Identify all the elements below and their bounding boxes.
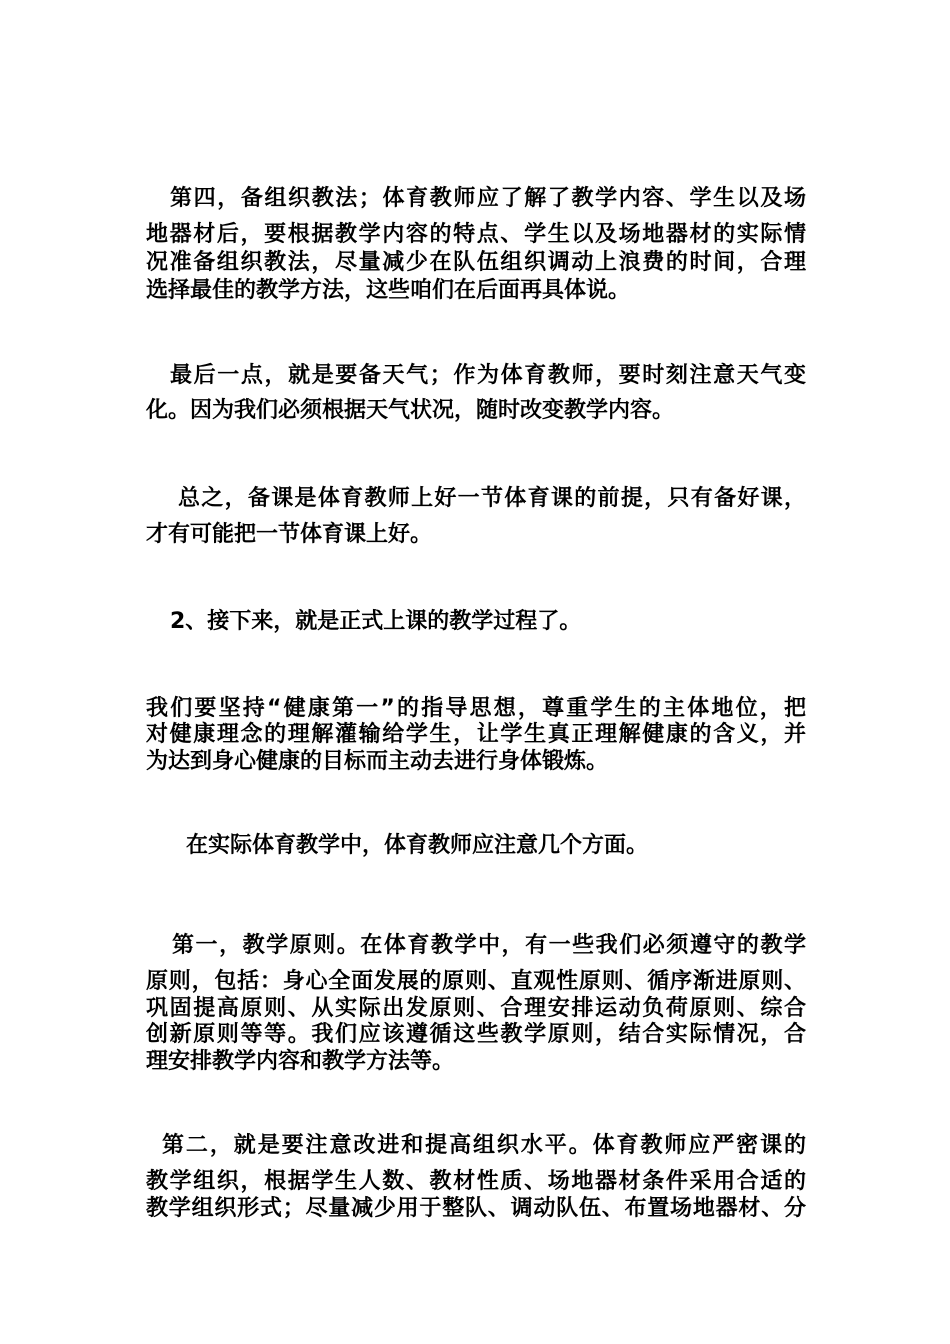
paragraph-5-line-3: 为达到身心健康的目标而主动去进行身体锻炼。 <box>146 749 609 774</box>
paragraph-1-line-4: 选择最佳的教学方法，这些咱们在后面再具体说。 <box>146 278 631 303</box>
paragraph-7-line-3: 巩固提高原则、从实际出发原则、合理安排运动负荷原则、综合 <box>146 996 806 1021</box>
paragraph-7-line-5: 理安排教学内容和教学方法等。 <box>146 1049 455 1074</box>
paragraph-5-line-1: 我们要坚持“健康第一”的指导思想，尊重学生的主体地位，把 <box>146 696 806 721</box>
paragraph-8-line-1: 第二，就是要注意改进和提高组织水平。体育教师应严密课的 <box>162 1133 806 1158</box>
paragraph-8-line-2: 教学组织，根据学生人数、教材性质、场地器材条件采用合适的 <box>146 1169 806 1194</box>
paragraph-1-line-3: 况准备组织教法，尽量减少在队伍组织调动上浪费的时间，合理 <box>146 250 806 275</box>
paragraph-7-line-2: 原则，包括：身心全面发展的原则、直观性原则、循序渐进原则、 <box>146 969 806 994</box>
paragraph-2-line-1: 最后一点，就是要备天气；作为体育教师，要时刻注意天气变 <box>170 363 806 388</box>
paragraph-7-line-4: 创新原则等等。我们应该遵循这些教学原则，结合实际情况，合 <box>146 1022 806 1047</box>
paragraph-3-line-2: 才有可能把一节体育课上好。 <box>146 522 433 547</box>
paragraph-1-line-2: 地器材后，要根据教学内容的特点、学生以及场地器材的实际情 <box>146 222 806 247</box>
paragraph-2-line-2: 化。因为我们必须根据天气状况，随时改变教学内容。 <box>146 398 675 423</box>
section-heading-2: 2、接下来，就是正式上课的教学过程了。 <box>170 609 582 634</box>
paragraph-8-line-3: 教学组织形式；尽量减少用于整队、调动队伍、布置场地器材、分 <box>146 1196 806 1221</box>
paragraph-5-line-2: 对健康理念的理解灌输给学生，让学生真正理解健康的含义，并 <box>146 722 806 747</box>
paragraph-3-line-1: 总之，备课是体育教师上好一节体育课的前提，只有备好课， <box>178 486 806 511</box>
paragraph-1-line-1: 第四，备组织教法；体育教师应了解了教学内容、学生以及场 <box>170 186 806 211</box>
paragraph-7-line-1: 第一，教学原则。在体育教学中，有一些我们必须遵守的教学 <box>172 933 806 958</box>
paragraph-6-line-1: 在实际体育教学中，体育教师应注意几个方面。 <box>186 833 649 858</box>
